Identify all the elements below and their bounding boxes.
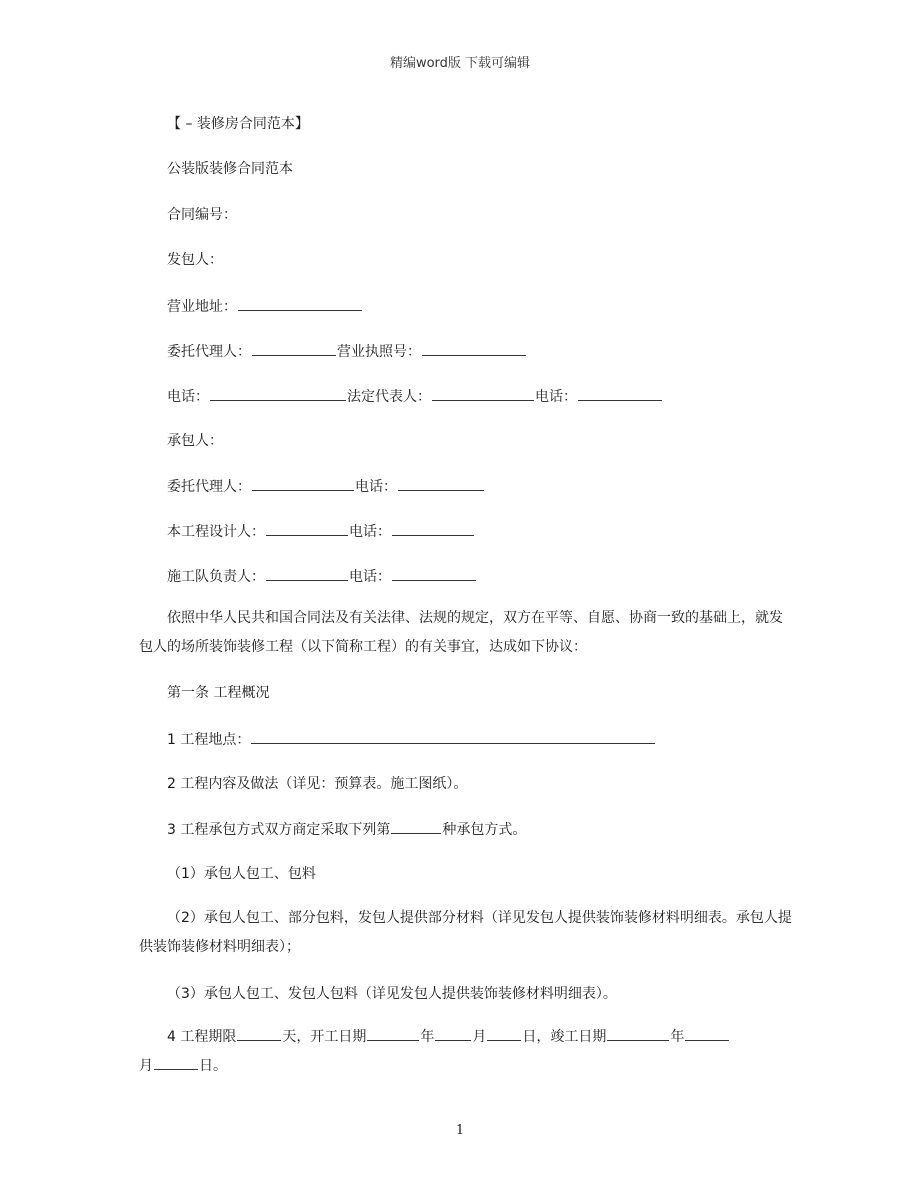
blank-field — [391, 819, 441, 834]
item-4-label: 4 工程期限 — [167, 1029, 237, 1045]
blank-field — [487, 1026, 521, 1041]
page-number: 1 — [455, 1123, 465, 1138]
phone-legal-line — [167, 386, 663, 407]
blank-field — [154, 1055, 198, 1070]
contract-number-label: 合同编号： — [167, 207, 237, 223]
designer-label: 本工程设计人： — [167, 524, 265, 540]
phone-label-2: 电话： — [535, 389, 577, 405]
phone-label: 电话： — [167, 389, 209, 405]
item-3-line — [167, 819, 526, 840]
designer-line — [167, 521, 475, 542]
blank-field — [422, 341, 526, 356]
business-address-line — [167, 296, 363, 317]
business-address-label: 营业地址： — [167, 299, 237, 315]
blank-field — [398, 476, 484, 491]
phone-label-3: 电话： — [355, 479, 397, 495]
option-3: （3）承包人包工、发包人包料（详见发包人提供装饰装修材料明细表）。 — [167, 986, 617, 1002]
item-3-suffix: 种承包方式。 — [442, 822, 527, 838]
contract-subtitle: 公装版装修合同范本 — [167, 161, 293, 177]
item-3-label: 3 工程承包方式双方商定采取下列第 — [167, 822, 391, 838]
agent-label-2: 委托代理人： — [167, 479, 251, 495]
option-1: （1）承包人包工、包料 — [167, 866, 316, 882]
phone-label-5: 电话： — [349, 569, 391, 585]
blank-field — [238, 296, 362, 311]
item-4-month: 月 — [472, 1029, 487, 1045]
item-4-day: 日，竣工日期 — [522, 1029, 607, 1045]
item-4-day-end: 日。 — [199, 1058, 227, 1074]
blank-field — [252, 476, 354, 491]
agent-license-line — [167, 341, 527, 362]
article-1-heading: 第一条 工程概况 — [167, 685, 270, 701]
blank-field — [367, 1026, 419, 1041]
item-1-label: 1 工程地点： — [167, 732, 251, 748]
item-4-month-2: 月 — [139, 1058, 153, 1074]
blank-field — [392, 566, 476, 581]
item-4-days: 天，开工日期 — [282, 1029, 367, 1045]
license-label: 营业执照号： — [337, 344, 421, 360]
blank-field — [578, 386, 662, 401]
item-1-line — [167, 729, 656, 750]
blank-field — [210, 386, 346, 401]
blank-field — [252, 341, 336, 356]
page-header: 精编word版 下载可编辑 — [389, 56, 531, 71]
blank-field — [435, 1026, 471, 1041]
legal-rep-label: 法定代表人： — [347, 389, 431, 405]
team-lead-line — [167, 566, 477, 587]
blank-field — [266, 566, 348, 581]
blank-field — [237, 1026, 281, 1041]
employer-label: 发包人： — [167, 252, 223, 268]
blank-field — [266, 521, 348, 536]
option-2: （2）承包人包工、部分包料，发包人提供部分材料（详见发包人提供装饰装修材料明细表。承包人提供装饰装修材料明细表）； — [139, 910, 792, 955]
team-lead-label: 施工队负责人： — [167, 569, 265, 585]
item-2: 2 工程内容及做法（详见：预算表。施工图纸）。 — [167, 776, 468, 792]
agent-label: 委托代理人： — [167, 344, 251, 360]
item-4-year-2: 年 — [670, 1029, 685, 1045]
contractor-agent-line — [167, 476, 485, 497]
item-4 — [139, 1023, 799, 1081]
blank-field — [392, 521, 474, 536]
phone-label-4: 电话： — [349, 524, 391, 540]
document-title: 【 – 装修房合同范本】 — [167, 116, 309, 132]
item-4-year: 年 — [420, 1029, 435, 1045]
contractor-label: 承包人： — [167, 433, 223, 449]
blank-field — [251, 729, 655, 744]
blank-field — [607, 1026, 669, 1041]
intro-paragraph: 依照中华人民共和国合同法及有关法律、法规的规定，双方在平等、自愿、协商一致的基础上，就发包人的场所装饰装修工程（以下简称工程）的有关事宜，达成如下协议： — [139, 610, 783, 655]
blank-field — [685, 1026, 729, 1041]
blank-field — [432, 386, 534, 401]
